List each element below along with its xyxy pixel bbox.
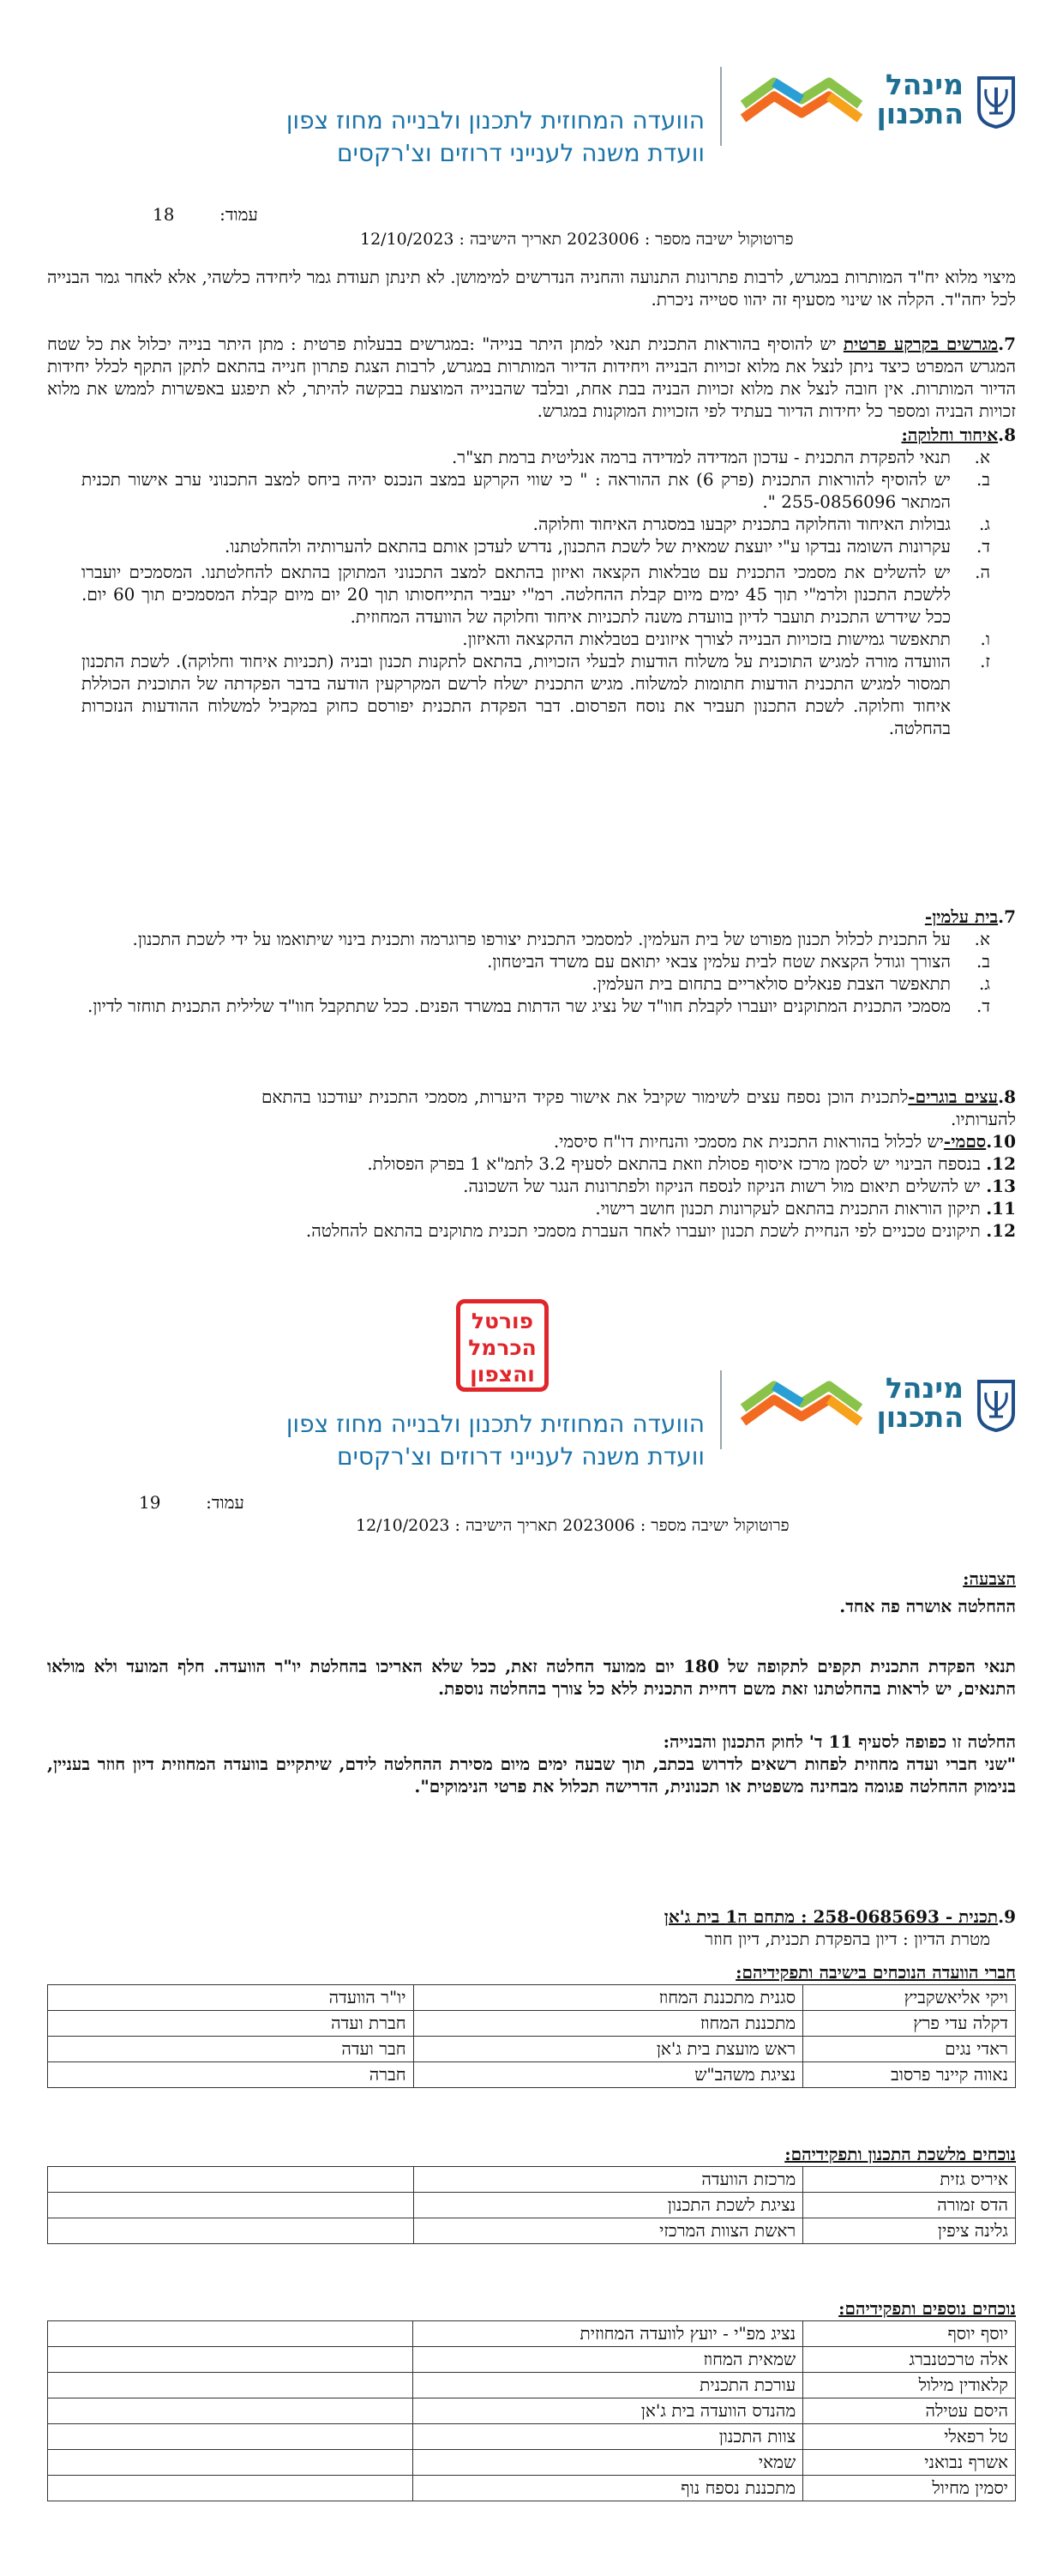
intro-paragraph: מיצוי מלוא יח"ד המותרות במגרש, לרבות פתרונות התנועה והחניה הנדרשים למימושן. לא תינתן תעודת גמר ליחידה כלשהי, אלא לאחר גמר הבנייה לכל יחה"ד. הקלה או שינוי מסעיף זה יהוו סטייה ניכרת. [47, 267, 1016, 310]
section-text: יש להוסיף בהוראות התכנית תנאי למתן היתר בנייה" :במגרשים בבעלות פרטית : מתן היתר בנייה יכלול את כל שטח המגרש המפרט כיצד ניתן לנצל את מלוא זכויות הבנייה ויחידות הדיור המותרות במגרש, לרבות הצגת פתרון חנייה בהתאם לתקן התקף לכלל יחידות הדיור המותרות. אין חובה לנצל את מלוא זכויות הבניה בבת אחת, ובלבד שהבנייה המוצעת בבקשה להיתר, לא תיפגע באפשרות לממש את מלוא זכויות הבניה ומספר כל יחידות הדיור בעתיד לפי הזכויות המוקנות במגרש. [47, 334, 1016, 421]
others-table [47, 2320, 1016, 2501]
page-number: 19 [139, 1492, 161, 1513]
table-row: טל רפאלי צוות התכנון [48, 2424, 1016, 2450]
members-table [47, 1984, 1016, 2088]
table-row: יוסף יוסף נציג מפ"י - יועץ לוועדה המחוזית [48, 2321, 1016, 2347]
letterhead [0, 51, 1063, 172]
committee-titles: הוועדה המחוזית לתכנון ולבנייה מחוז צפון וועדת משנה לענייני דרוזים וצ'רקסים [285, 1410, 705, 1471]
list-item: ג. תתאפשר הצבת פנאלים סולאריים בתחום בית העלמין. [592, 973, 990, 994]
committee-titles [286, 105, 705, 170]
list-item: 11. תיקון הוראות התכנית בהתאם לעקרונות תכנון חושב רישוי. [595, 1198, 1016, 1219]
section-unification-heading: 8.איחוד וחלוקה: [901, 424, 1016, 445]
table-row: הדס זמורה נציגת לשכת התכנון [48, 2193, 1016, 2218]
planning-admin-logo-icon [740, 1374, 864, 1435]
list-item: ג. גבולות האיחוד והחלוקה בתכנית יקבעו במסגרת האיחוד וחלוקה. [532, 514, 990, 534]
planning-admin-logo-icon [740, 70, 864, 132]
table-row: היסם עטילה מהנדס הוועדה בית ג'אן [48, 2398, 1016, 2424]
section-number: 7. [998, 334, 1016, 354]
section-title: מגרשים בקרקע פרטית [843, 334, 999, 354]
protocol-line: פרוטוקול ישיבה מספר : 2023006 תאריך הישיבה : 12/10/2023 [360, 230, 794, 249]
table-row: אשרף נבואני שמאי [48, 2450, 1016, 2476]
staff-table [47, 2166, 1016, 2244]
list-item: א. תנאי להפקדת התכנית - עדכון המדידה למדידה ברמה אנליטית ברמת תצ"ר. [451, 447, 990, 467]
section-private-land [47, 333, 1016, 422]
committee-title: הוועדה המחוזית לתכנון ולבנייה מחוז צפון [285, 106, 705, 135]
table-row: ראדי נגים ראש מועצת בית ג'אן חבר ועדה [48, 2037, 1016, 2062]
subcommittee-title: וועדת משנה לענייני דרוזים וצ'רקסים [337, 139, 705, 167]
planning-admin-logo-text: מינהל התכנון [876, 68, 964, 130]
list-item: ב. הצורך וגודל הקצאת שטח לבית עלמין צבאי יתואם עם משרד הביטחון. [487, 951, 990, 972]
table-row: איריס גזית מרכזת הוועדה [48, 2167, 1016, 2193]
list-item: 12. בנספח הבינוי יש לסמן מרכז איסוף פסולת וזאת בהתאם לסעיף 3.2 לתמ"א 1 בפרק הפסולת. [367, 1153, 1016, 1174]
letterhead [0, 1355, 1063, 1475]
state-emblem-icon [976, 1379, 1016, 1432]
tail-list [261, 1086, 1016, 1242]
portal-stamp: פורטל הכרמל והצפון [456, 1299, 549, 1392]
table-row: נאווה קיינר פרסוב נציגת משהב"ש חברה [48, 2062, 1016, 2088]
validity-paragraph: תנאי הפקדת התכנית תקפים לתקופה של 180 יום ממועד החלטה זאת, ככל שלא האריכו בהחלטת יו"ר הוועדה. חלף המועד ולא מולאו התנאים, יש לראות בהחלטתנו זאת משם דחיית התכנית ללא כל צורך בהחלטה נוספת. [47, 1656, 1016, 1699]
table-row: אלה טרכטנברג שמאית המחוז [48, 2347, 1016, 2373]
cemetery-list [81, 928, 990, 1017]
document-page-19 [0, 1286, 1063, 2576]
table-row: דקלה עדי פרץ מתכננת המחוז חברת ועדה [48, 2011, 1016, 2037]
list-item: א. על התכנית לכלול תכנון מפורט של בית העלמין. למסמכי התכנית יצורפו פרוגרמה ותכנית בינוי שיתואמו על ידי לשכת התכנון. [132, 929, 990, 949]
list-item: 10.סםמי-יש לכלול בהוראות התכנית את מסמכי והנחיות דו"ח סיסמי. [553, 1131, 1016, 1152]
appeal-text: "שני חברי ועדה מחוזית לפחות רשאים לדרוש בכתב, תוך שבעה ימים מיום מסירת ההחלטה לידם, שיתקיים בוועדה המחוזית דיון חוזר בעניין, בנימוק ההחלטה פגומה מבחינה משפטית או תכנונית, הדרישה תכלול את פרטי הנימוקים". [47, 1754, 1016, 1797]
section-cemetery-heading: 7.בית עלמין- [924, 906, 1016, 927]
page-number-line: עמוד: 19 [139, 1492, 244, 1513]
others-title: נוכחים נוספים ותפקידיהם: [838, 2298, 1016, 2319]
staff-title: נוכחים מלשכת התכנון ותפקידיהם: [784, 2144, 1016, 2164]
list-item: ד. עקרונות השומה נבדקו ע"י יועצת שמאית של לשכת התכנון, נדרש לעדכן אותם בהתאם להערותיה ולהחלטתנו. [224, 536, 990, 557]
page-label: עמוד: [219, 204, 258, 225]
plan-heading: 9.תכנית - 258-0685693 : מתחם ה1 בית ג'אן [664, 1906, 1016, 1927]
protocol-line: פרוטוקול ישיבה מספר : 2023006 תאריך הישיבה : 12/10/2023 [356, 1516, 790, 1535]
list-item: ו. תתאפשר גמישות בזכויות הבנייה לצורך איזונים בטבלאות ההקצאה והאיזון. [462, 629, 990, 649]
members-title: חברי הוועדה הנוכחים בישיבה ותפקידיהם: [736, 1962, 1016, 1983]
table-row: קלאודין מילול עורכת התכנית [48, 2373, 1016, 2398]
appeal-title: החלטה זו כפופה לסעיף 11 ד' לחוק התכנון והבנייה: [663, 1731, 1016, 1752]
list-item: 8.עצים בוגרים-לתכנית הוכן נספח עצים לשימור שקיבל את אישור פקיד היערות, מסמכי התכנית יעודכנו בהתאם להערותיו. [261, 1086, 1016, 1129]
header-divider [720, 67, 722, 146]
page-number-line [153, 204, 258, 226]
plan-purpose: מטרת הדיון : דיון בהפקדת תכנית, דיון חוזר [705, 1929, 990, 1949]
header-divider [720, 1370, 722, 1449]
document-page-18 [0, 0, 1063, 1286]
page-number: 18 [153, 204, 175, 225]
list-item: ה. יש להשלים את מסמכי התכנית עם טבלאות הקצאה ואיזון בהתאם למצב התכנוני המתוקן בהתאם להחלטתנו. המסמכים יועברו ללשכת התכנון ולרמ"י תוך 45 ימים מיום קבלת ההחלטה. רמ"י יעביר התייחסותו תוך 20 יום מיום קבלת המסמכים תוך 60 יום. ככל שידרש התכנית תועבר לדיון בוועדת משנה לתכניות איחוד וחלוקה של הוועדה המחוזית. [81, 562, 990, 627]
table-row: גלינה ציפין ראשת הצוות המרכזי [48, 2218, 1016, 2244]
table-row: יסמין מחיול מתכננת נספח נוף [48, 2476, 1016, 2501]
planning-admin-logo-text: מינהל התכנון [876, 1371, 964, 1434]
list-item: 13. יש להשלים תיאום מול רשות הניקוז לנספח הניקוז ולפתרונות הנגר של השכונה. [463, 1176, 1016, 1196]
list-item: 12. תיקונים טכניים לפי הנחיית לשכת תכנון יועברו לאחר העברת מסמכי תכנית מתוקנים בהתאם להחלטה. [305, 1220, 1016, 1241]
list-item: ז. הוועדה מורה למגיש התוכנית על משלוח הודעות לבעלי הזכויות, בהתאם לתקנות תכנון ובניה (תכניות איחוד וחלוקה). לשכת התכנון תמסור למגיש התכנית הודעות חתומות למשלוח. מגיש התכנית ישלח לרשם המקרקעין הודעה בדבר הפקדתה של התוכנית הכוללת איחוד וחלוקה. לשכת התכנון תעביר את נוסח הפרסום. דבר הפקדת התכנית יפורסם כחוק במקביל למשלוח ההודעות הנזכרות בהחלטה. [81, 651, 990, 738]
unification-list [81, 446, 990, 739]
vote-title: הצבעה: [963, 1568, 1016, 1589]
vote-result: ההחלטה אושרה פה אחד. [839, 1596, 1016, 1616]
table-row: ויקי אליאשקביץ סגנית מתכננת המחוז יו"ר הוועדה [48, 1985, 1016, 2011]
list-item: ד. מסמכי התכנית המתוקנים יועברו לקבלת חוו"ד של נציג שר הדתות במשרד הפנים. ככל שתתקבל חוו"ד שלילית התכנית תוחזר לדיון. [87, 996, 990, 1016]
list-item: ב. יש להוסיף להוראות התכנית (פרק 6) את ההוראה : " כי שווי הקרקע במצב הנכנס יהיה ביחס למצב התכנוני ערב אישור תכנית המתאר 255-0856096 ". [81, 469, 990, 512]
state-emblem-icon [976, 75, 1016, 129]
